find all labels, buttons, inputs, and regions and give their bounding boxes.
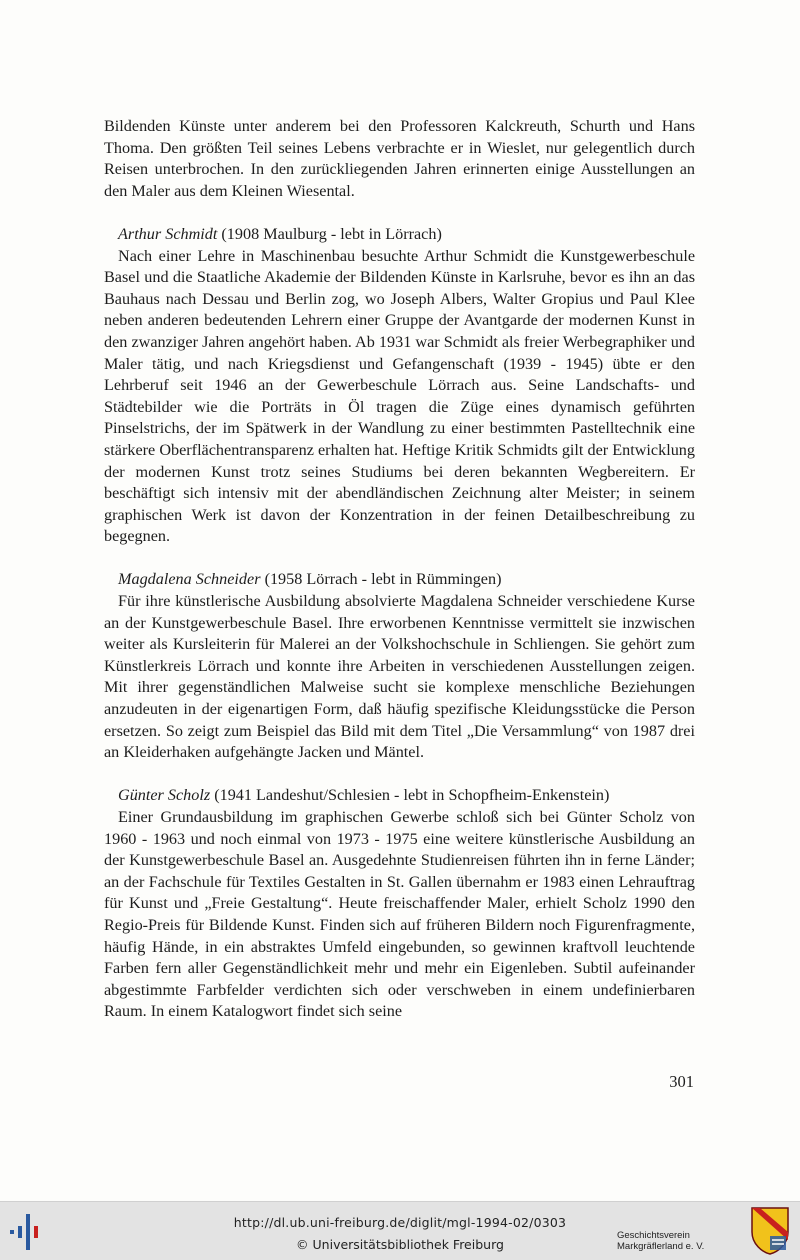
paragraph-intro: Bildenden Künste unter anderem bei den Professoren Kalckreuth, Schurth und Hans Thoma. Den größten Teil seines Lebens verbrachte er in Wieslet, nur gelegentlich durch Reisen unterbrochen. In den zurückliegenden Jahren erinnerten einige Ausstellungen an den Maler aus dem Kleinen Wiesental. (104, 117, 695, 200)
viewer-footer (0, 1201, 800, 1260)
publisher-line-2: Markgräflerland e. V. (617, 1241, 705, 1252)
artist-name-schneider: Magdalena Schneider (118, 570, 261, 589)
publisher-name (617, 1230, 747, 1252)
paragraph-scholz: Einer Grundausbildung im graphischen Gewerbe schloß sich bei Günter Scholz von 1960 - 1963 und noch einmal von 1973 - 1975 eine weitere künstlerische Ausbildung an der Kunstgewerbeschule Basel an. Ausgedehnte Studienreisen führten ihn in ferne Länder; an der Fachschule für Textiles Gestalten in St. Gallen übernahm er 1983 einen Lehrauftrag für Kunst und „Freie Gestaltung“. Heute freischaffender Maler, erhielt Scholz 1990 den Regio-Preis für Bildende Kunst. Finden sich auf früheren Bildern noch Figurenfragmente, häufig Hände, in ein abstraktes Umfeld eingebunden, so gewinnen kraftvoll leuchtende Farben fern aller Gegenständlichkeit mehr und mehr ein Eigenleben. Subtil aufeinander abgestimmte Farbfelder verdichten sich oder verschweben in einem undefinierbaren Raum. In einem Katalogwort findet sich seine (104, 808, 695, 1021)
paragraph-schneider: Für ihre künstlerische Ausbildung absolvierte Magdalena Schneider verschiedene Kurse an der Kunstgewerbeschule Basel. Ihre erworbenen Kenntnisse vermittelt sie inzwischen weiter als Kursleiterin für Malerei an der Volkshochschule in Schliengen. Sie gehört zum Künstlerkreis Lörrach und konnte ihre Arbeiten in verschiedenen Ausstellungen zeigen. Mit ihrer gegenständlichen Malweise sucht sie komplexe menschliche Beziehungen anzudeuten in der eigenartigen Form, daß häufig spezifische Kleidungsstücke die Person ersetzen. So zeigt zum Beispiel das Bild mit dem Titel „Die Versammlung“ von 1987 drei an Kleiderhaken aufgehängte Jacken und Mäntel. (104, 592, 695, 762)
document-url-link[interactable]: http://dl.ub.uni-freiburg.de/diglit/mgl-1994-02/0303 (233, 1215, 567, 1230)
artist-dates-schmidt: (1908 Maulburg - lebt in Lörrach) (217, 224, 442, 243)
artist-dates-schneider: (1958 Lörrach - lebt in Rümmingen) (260, 570, 502, 589)
artist-name-scholz: Günter Scholz (118, 786, 211, 805)
page-body (104, 116, 695, 1023)
coat-of-arms-icon (750, 1206, 790, 1256)
entry-heading-schneider (104, 569, 695, 591)
publisher-line-1: Geschichtsverein (617, 1230, 690, 1241)
copyright-text: © Universitätsbibliothek Freiburg (296, 1237, 504, 1252)
artist-name-schmidt: Arthur Schmidt (118, 224, 218, 243)
page-number: 301 (669, 1072, 694, 1091)
entry-heading-scholz (104, 785, 695, 807)
entry-heading-schmidt (104, 224, 695, 246)
artist-dates-scholz: (1941 Landeshut/Schlesien - lebt in Schopfheim-Enkenstein) (210, 786, 610, 805)
paragraph-schmidt: Nach einer Lehre in Maschinenbau besuchte Arthur Schmidt die Kunstgewerbeschule Basel und die Staatliche Akademie der Bildenden Künste in Karlsruhe, bevor es ihn an das Bauhaus nach Dessau und Berlin zog, wo Joseph Albers, Walter Gropius und Paul Klee neben anderen bedeutenden Lehrern einer Gruppe der Avantgarde der modernen Kunst in den zwanziger Jahren angehört haben. Ab 1931 war Schmidt als freier Werbegraphiker und Maler tätig, und nach Kriegsdienst und Gefangenschaft (1939 - 1945) übte er den Lehrberuf seit 1946 an der Gewerbeschule Lörrach aus. Seine Landschafts- und Städtebilder wie die Porträts in Öl tragen die Züge eines dynamisch geführten Pinselstrichs, der im Spätwerk in der Wandlung zu einer bestimmten Pastelltechnik eine stärkere Oberflächentransparenz erhalten hat. Heftige Kritik Schmidts gilt der Entwicklung der modernen Kunst trotz seines Studiums bei deren bekannten Wegbereitern. Er beschäftigt sich intensiv mit der abendländischen Zeichnung alter Meister; in seinem graphischen Werk ist davon der Konzentration in der feinen Detailbeschreibung zu begegnen. (104, 246, 695, 546)
